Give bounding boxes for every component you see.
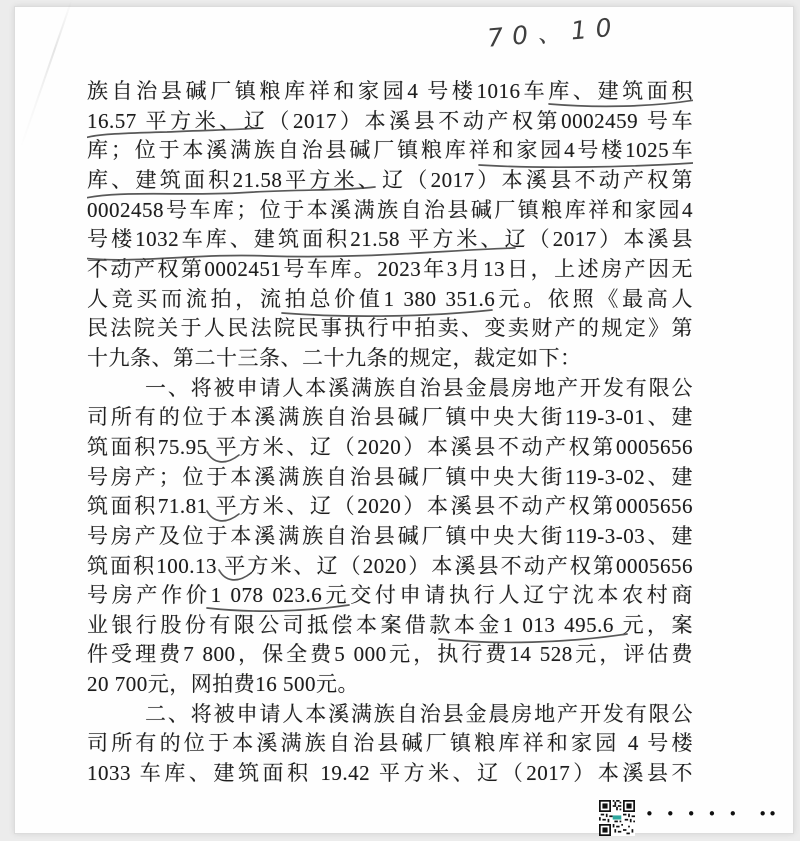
ellipsis-dots-group: ••	[758, 805, 778, 823]
text-line: 筑面积100.13 平方米、辽（2020）本溪县不动产权第0005656	[87, 553, 693, 578]
text-line: 人竞买而流拍，流拍总价值1 380 351.6元。依照《最高人	[87, 286, 693, 311]
scan-page	[14, 6, 794, 834]
text-line: 业银行股份有限公司抵偿本案借款本金1 013 495.6 元，案	[87, 612, 693, 637]
text-line: 司所有的位于本溪满族自治县碱厂镇中央大街119-3-01、建	[87, 405, 693, 430]
qr-code	[599, 800, 635, 836]
text-line: 族自治县碱厂镇粮库祥和家园4 号楼1016车库、建筑面积	[87, 79, 693, 103]
text-line: 不动产权第0002451号车库。2023年3月13日，上述房产因无	[87, 256, 693, 281]
text-line: 筑面积75.95 平方米、辽（2020）本溪县不动产权第0005656	[87, 434, 693, 459]
text-line: 20 700元，网拍费16 500元。	[87, 672, 359, 697]
ellipsis-dots	[645, 807, 778, 822]
text-line: 民法院关于人民法院民事执行中拍卖、变卖财产的规定》第	[87, 316, 693, 341]
text-line: 件受理费7 800，保全费5 000元，执行费14 528元，评估费	[87, 642, 693, 667]
text-line-item-two: 二、将被申请人本溪满族自治县金晨房地产开发有限公	[145, 701, 693, 726]
ellipsis-dots-group: •••••	[645, 805, 750, 823]
text-line-item-one: 一、将被申请人本溪满族自治县金晨房地产开发有限公	[145, 375, 693, 400]
handwritten-page-note: 70、10	[486, 12, 622, 53]
page-fold-crease	[19, 0, 73, 151]
text-line: 1033 车库、建筑面积 19.42 平方米、辽（2017）本溪县不	[87, 761, 693, 786]
text-line: 司所有的位于本溪满族自治县碱厂镇粮库祥和家园 4 号楼	[87, 731, 693, 756]
text-line: 号房产；位于本溪满族自治县碱厂镇中央大街119-3-02、建	[87, 464, 693, 489]
text-line: 号房产及位于本溪满族自治县碱厂镇中央大街119-3-03、建	[87, 523, 693, 548]
text-line: 号楼1032车库、建筑面积21.58 平方米、辽（2017）本溪县	[87, 227, 693, 252]
text-line: 十九条、第二十三条、二十九条的规定，裁定如下：	[87, 345, 582, 370]
text-line: 16.57 平方米、辽（2017）本溪县不动产权第0002459 号车	[87, 108, 693, 133]
text-line: 0002458号车库；位于本溪满族自治县碱厂镇粮库祥和家园4	[87, 197, 693, 222]
text-line: 库、建筑面积21.58平方米、辽（2017）本溪县不动产权第	[87, 167, 693, 192]
text-line: 库；位于本溪满族自治县碱厂镇粮库祥和家园4号楼1025车	[87, 138, 693, 163]
document-text-block	[87, 77, 693, 789]
text-line: 号房产作价1 078 023.6元交付申请执行人辽宁沈本农村商	[87, 583, 693, 608]
text-line: 筑面积71.81 平方米、辽（2020）本溪县不动产权第0005656	[87, 494, 693, 519]
